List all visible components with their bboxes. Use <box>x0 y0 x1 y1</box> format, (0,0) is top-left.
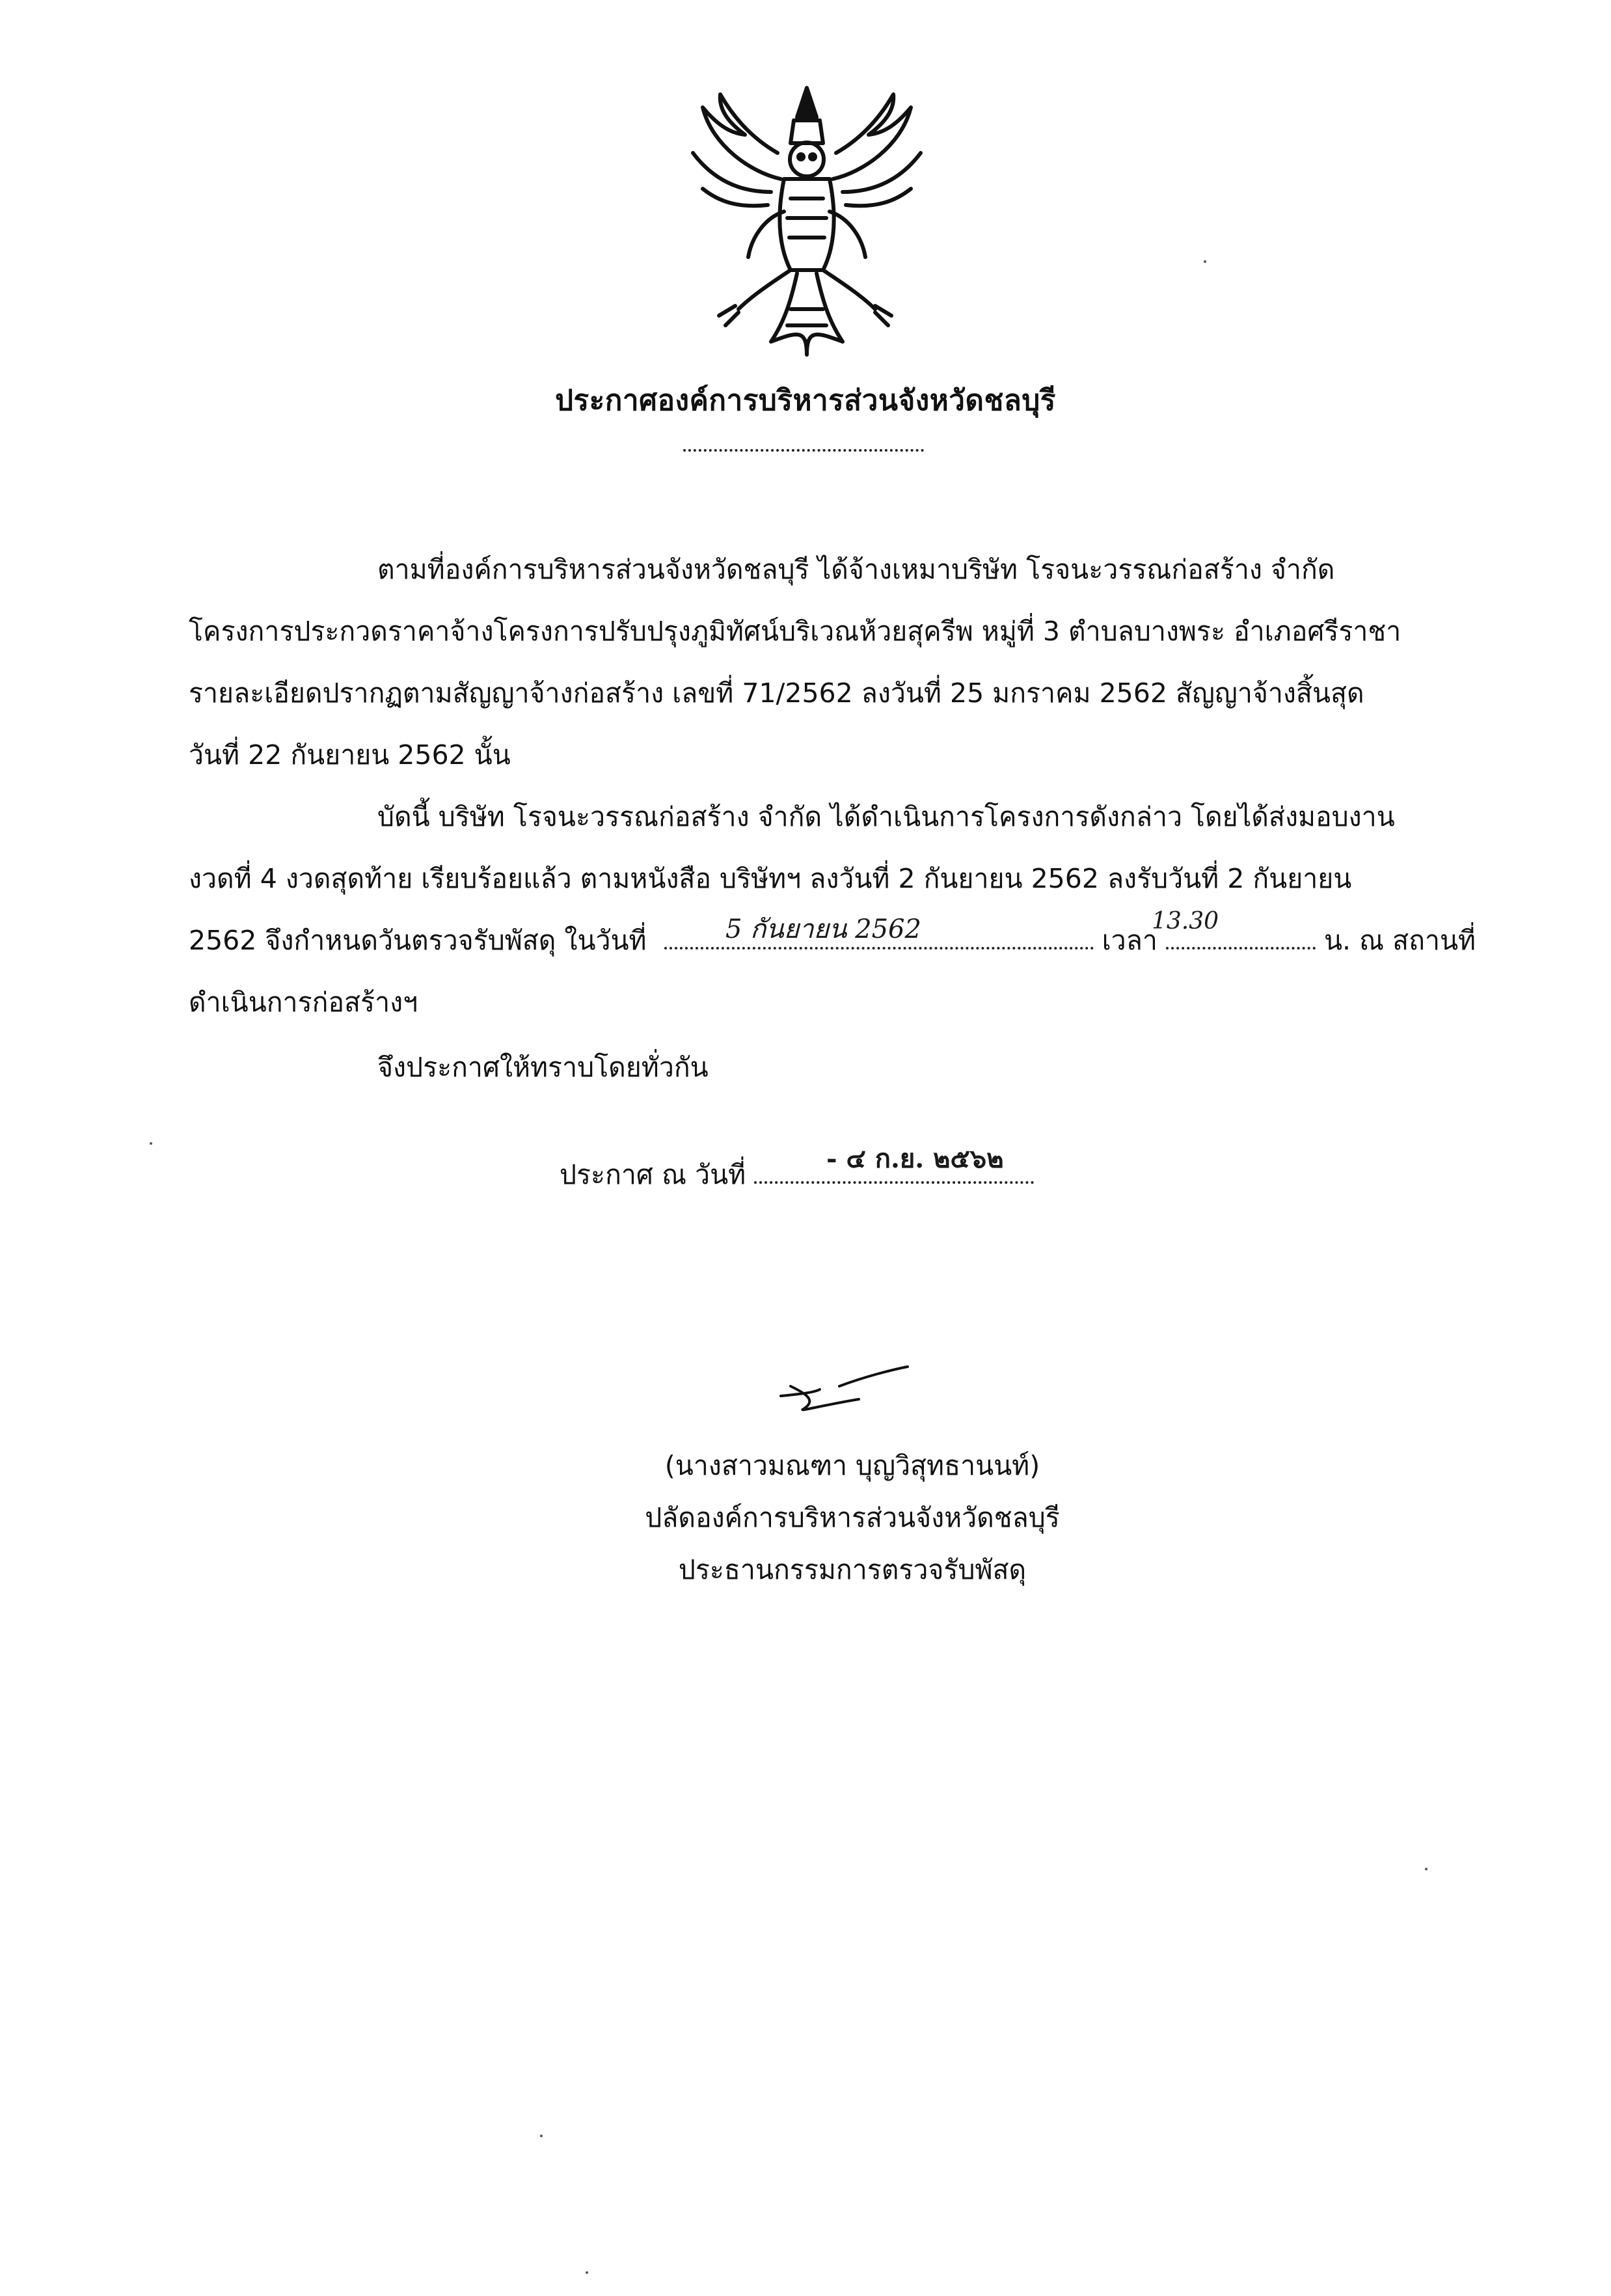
handwritten-announced-date: - ๔ ก.ย. ๒๕๖๒ <box>826 1143 1004 1174</box>
scan-speck <box>586 2271 588 2274</box>
signatory-role: ประธานกรรมการตรวจรับพัสดุ <box>678 1554 1027 1585</box>
announced-date-label: ประกาศ ณ วันที่ <box>560 1159 746 1190</box>
paragraph-2-line-4: ดำเนินการก่อสร้างฯ <box>189 987 418 1018</box>
time-label: เวลา <box>1102 925 1157 956</box>
paragraph-1-line-3: รายละเอียดปรากฏตามสัญญาจ้างก่อสร้าง เลขที่ 71/2562 ลงวันที่ 25 มกราคม 2562 สัญญาจ้างสิ้นสุด <box>189 677 1364 709</box>
paragraph-1-line-2: โครงการประกวดราคาจ้างโครงการปรับปรุงภูมิทัศน์บริเวณห้วยสุครีพ หมู่ที่ 3 ตำบลบางพระ อำเภอศรีราชา <box>189 616 1401 647</box>
paragraph-2-line-2: งวดที่ 4 งวดสุดท้าย เรียบร้อยแล้ว ตามหนังสือ บริษัทฯ ลงวันที่ 2 กันยายน 2562 ลงรับวันที่ 2 กันยายน <box>189 863 1352 894</box>
time-suffix: น. ณ สถานที่ <box>1323 925 1476 956</box>
paragraph-2-line-1: บัดนี้ บริษัท โรจนะวรรณก่อสร้าง จำกัด ได้ดำเนินการโครงการดังกล่าว โดยได้ส่งมอบงาน <box>377 801 1395 832</box>
garuda-emblem-icon <box>673 81 940 361</box>
handwritten-signature <box>768 1360 917 1419</box>
inspection-time-blank <box>1166 942 1316 950</box>
paragraph-1-line-4: วันที่ 22 กันยายน 2562 นั้น <box>189 739 511 771</box>
paragraph-3-line-1: จึงประกาศให้ทราบโดยทั่วกัน <box>377 1052 709 1083</box>
title-dotted-divider <box>683 449 924 452</box>
signatory-position: ปลัดองค์การบริหารส่วนจังหวัดชลบุรี <box>645 1502 1060 1533</box>
handwritten-inspection-time: 13.30 <box>1152 908 1219 935</box>
signatory-name: (นางสาวมณฑา บุญวิสุทธานนท์) <box>664 1450 1040 1481</box>
scan-speck <box>1204 260 1206 263</box>
inspection-date-label: 2562 จึงกำหนดวันตรวจรับพัสดุ ในวันที่ <box>189 925 647 956</box>
scan-speck <box>540 2135 543 2137</box>
scan-speck <box>1425 1868 1428 1870</box>
handwritten-inspection-date: 5 กันยายน 2562 <box>725 914 921 944</box>
announcement-title: ประกาศองค์การบริหารส่วนจังหวัดชลบุรี <box>555 384 1056 417</box>
paragraph-1-line-1: ตามที่องค์การบริหารส่วนจังหวัดชลบุรี ได้จ้างเหมาบริษัท โรจนะวรรณก่อสร้าง จำกัด <box>377 554 1335 585</box>
scan-speck <box>150 1142 152 1145</box>
